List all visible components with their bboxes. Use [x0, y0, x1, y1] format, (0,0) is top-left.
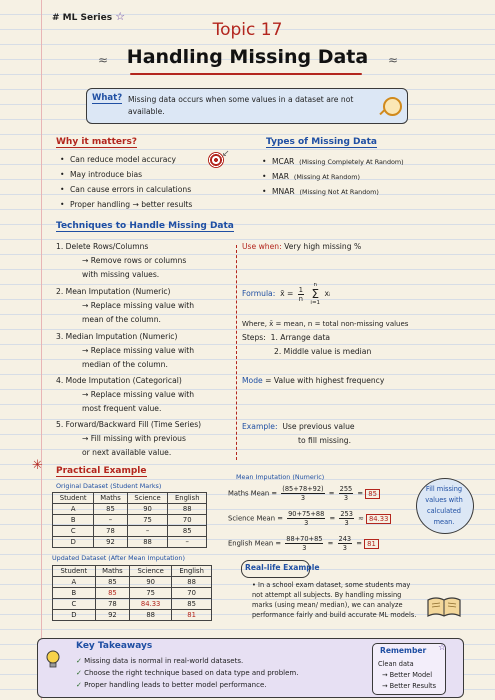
example-note — [242, 420, 462, 448]
check-icon: ✓ — [76, 669, 82, 677]
table-cell: 92 — [94, 537, 127, 548]
takeaway-text: Choose the right technique based on data type and problem. — [84, 669, 299, 677]
fraction-numerator: 90+75+88 — [288, 510, 325, 518]
column-header: English — [168, 493, 207, 504]
list-item — [262, 184, 462, 199]
list-item — [262, 169, 462, 184]
remember-list — [378, 659, 436, 692]
why-heading-text: Why it matters? — [56, 137, 138, 147]
technique-title: 4. Mode Imputation (Categorical) — [56, 376, 182, 385]
fraction-numerator: 88+70+85 — [286, 535, 323, 543]
mode-text: = Value with highest frequency — [265, 376, 385, 385]
page-title: Handling Missing Data — [126, 46, 369, 68]
table-cell: 75 — [127, 515, 168, 526]
formula-term: xᵢ — [324, 289, 331, 298]
fraction-numerator: 243 — [338, 535, 352, 543]
star-icon: ☆ — [438, 643, 447, 653]
table-row — [53, 504, 207, 515]
table-cell: 75 — [130, 588, 172, 599]
remember-item: → Better Results — [382, 682, 437, 690]
check-icon: ✓ — [76, 657, 82, 665]
technique-desc: or next available value. — [82, 448, 172, 457]
technique-item — [56, 285, 236, 327]
remember-item: → Better Model — [382, 671, 433, 679]
formula-fraction — [298, 286, 304, 303]
mean-label: Maths Mean = — [228, 489, 278, 498]
technique-desc: → Replace missing value with — [82, 390, 195, 399]
imputed-cell: 85 — [95, 588, 129, 599]
magnifier-icon — [383, 97, 402, 116]
list-item: • Can reduce model accuracy — [60, 152, 210, 167]
technique-desc: → Replace missing value with — [82, 301, 195, 310]
table-header-row — [53, 493, 207, 504]
technique-desc: mean of the column. — [82, 315, 161, 324]
techniques-heading — [56, 221, 234, 231]
technique-title: 3. Median Imputation (Numeric) — [56, 332, 178, 341]
mean-result: 81 — [364, 539, 379, 549]
topic-label: Topic 17 — [212, 20, 283, 40]
table-cell: 70 — [172, 588, 212, 599]
column-header: Student — [53, 493, 94, 504]
why-list — [60, 152, 210, 212]
fraction-numerator: (85+78+92) — [282, 485, 324, 493]
mean-calc-row: Science Mean = $\frac{90+75+88}{3}$ = $\frac{253}{3}$ ≈ 84.33 — [228, 510, 391, 527]
sigma-top: n — [313, 282, 317, 288]
example-text: to fill missing. — [298, 436, 352, 445]
star-icon: ☆ — [115, 10, 126, 23]
table-cell: C — [53, 599, 96, 610]
table-cell: 85 — [168, 526, 207, 537]
mean-result: 85 — [365, 489, 380, 499]
table-cell: D — [53, 610, 96, 621]
fraction-denominator: n — [298, 294, 303, 303]
types-list — [262, 154, 462, 199]
table-cell: 78 — [94, 526, 127, 537]
table-cell: – — [127, 526, 168, 537]
arrow-icon: ↙ — [222, 149, 230, 159]
table-cell: – — [168, 537, 207, 548]
table-cell: 92 — [95, 610, 129, 621]
table-cell: 88 — [168, 504, 207, 515]
sparkle-icon: ✳ — [32, 458, 43, 473]
fraction-denominator: 3 — [344, 519, 349, 527]
type-full: (Missing At Random) — [293, 173, 360, 181]
table-row — [53, 526, 207, 537]
table-cell: 85 — [172, 599, 212, 610]
formula-note — [242, 282, 462, 306]
list-item — [262, 154, 462, 169]
mean-result: 84.33 — [366, 514, 391, 524]
formula-lhs: x̄ = — [280, 289, 294, 298]
table-cell: A — [53, 577, 96, 588]
type-abbr: MCAR — [272, 157, 295, 166]
fraction-numerator: 255 — [339, 485, 353, 493]
title-underline — [130, 73, 362, 75]
type-full: (Missing Not At Random) — [299, 188, 379, 196]
mode-note — [242, 374, 462, 388]
column-header: English — [172, 566, 212, 577]
list-item — [76, 679, 366, 691]
technique-title: 5. Forward/Backward Fill (Time Series) — [56, 420, 202, 429]
updated-caption: Updated Dataset (After Mean Imputation) — [52, 554, 185, 562]
check-icon: ✓ — [76, 681, 82, 689]
real-life-text: • In a school exam dataset, some students may not attempt all subjects. By handling missing marks (using mean/ median), we can analyze performance fairly and build accurate ML models. — [252, 581, 417, 619]
series-text: # ML Series — [52, 13, 113, 23]
fraction-denominator: 3 — [302, 544, 307, 552]
column-header: Science — [130, 566, 172, 577]
table-row — [53, 515, 207, 526]
types-heading-text: Types of Missing Data — [266, 137, 377, 147]
technique-desc: most frequent value. — [82, 404, 162, 413]
imputed-cell: 81 — [172, 610, 212, 621]
technique-item — [56, 240, 236, 282]
mean-fraction — [338, 535, 353, 552]
table-cell: 88 — [172, 577, 212, 588]
squiggle-left-icon: ≈ — [98, 53, 109, 67]
table-cell: B — [53, 515, 94, 526]
remember-item: Clean data — [378, 660, 414, 668]
table-cell: 85 — [95, 577, 129, 588]
table-row — [53, 588, 212, 599]
sigma-symbol: n Σ i=1 — [310, 282, 321, 306]
list-item — [76, 655, 366, 667]
fraction-numerator: 1 — [298, 285, 303, 294]
table-cell: A — [53, 504, 94, 515]
list-item — [76, 667, 366, 679]
fraction-denominator: 3 — [343, 494, 349, 502]
takeaway-text: Proper handling leads to better model performance. — [84, 681, 267, 689]
example-label: Example: — [242, 422, 278, 431]
takeaways-heading: Key Takeaways — [76, 641, 153, 651]
remember-heading: Remember — [380, 646, 427, 655]
mean-fraction — [281, 485, 324, 502]
example-text: Use previous value — [282, 422, 355, 431]
what-label: What? — [92, 93, 123, 103]
table-row — [53, 610, 212, 621]
types-heading — [266, 137, 377, 147]
why-heading — [56, 137, 137, 147]
mean-calc-row: Maths Mean = $\frac{(85+78+92)}{3}$ = $\frac{255}{3}$ = 85 — [228, 485, 380, 502]
mean-fraction — [285, 535, 323, 552]
use-when-text: Very high missing % — [284, 242, 362, 251]
type-full: (Missing Completely At Random) — [299, 158, 404, 166]
column-header: Maths — [94, 493, 127, 504]
list-item: • May introduce bias — [60, 167, 210, 182]
table-cell: – — [94, 515, 127, 526]
step-item: 1. Arrange data — [270, 333, 331, 342]
imputed-cell: 84.33 — [130, 599, 172, 610]
technique-title: 2. Mean Imputation (Numeric) — [56, 287, 171, 296]
mean-fraction — [339, 485, 354, 502]
mean-label: Science Mean = — [228, 514, 283, 523]
definition-text: Missing data occurs when some values in a dataset are not available. — [128, 95, 354, 116]
techniques-heading-text: Techniques to Handle Missing Data — [56, 221, 234, 231]
type-abbr: MAR — [272, 172, 290, 181]
technique-desc: with missing values. — [82, 270, 160, 279]
real-life-heading: Real-life Example — [245, 563, 320, 572]
takeaways-list — [76, 655, 366, 691]
technique-item — [56, 418, 241, 460]
table-row — [53, 537, 207, 548]
use-when-label: Use when: — [242, 242, 282, 251]
technique-desc: → Replace missing value with — [82, 346, 195, 355]
book-icon — [426, 596, 462, 618]
original-table — [52, 492, 207, 548]
table-cell: 70 — [168, 515, 207, 526]
technique-desc: → Remove rows or columns — [82, 256, 187, 265]
table-cell: 90 — [127, 504, 168, 515]
table-header-row — [53, 566, 212, 577]
mean-fraction — [287, 510, 325, 527]
practical-heading-text: Practical Example — [56, 466, 147, 476]
fraction-denominator: 3 — [304, 519, 309, 527]
mean-calc-heading: Mean Imputation (Numeric) — [236, 473, 325, 481]
takeaway-text: Missing data is normal in real-world datasets. — [84, 657, 244, 665]
type-abbr: MNAR — [272, 187, 295, 196]
technique-desc: → Fill missing with previous — [82, 434, 186, 443]
column-header: Student — [53, 566, 96, 577]
squiggle-right-icon: ≈ — [388, 53, 399, 67]
mode-label: Mode — [242, 376, 263, 385]
fraction-numerator: 253 — [340, 510, 353, 518]
mean-label: English Mean = — [228, 539, 282, 548]
practical-heading — [56, 466, 147, 476]
table-cell: 88 — [130, 610, 172, 621]
real-life-body: In a school exam dataset, some students may not attempt all subjects. By handling missing marks (using mean/ median), we can analyze performance fairly and build accurate ML models. — [252, 581, 417, 619]
step-item: 2. Middle value is median — [274, 347, 372, 356]
mean-fraction — [339, 510, 354, 527]
lightbulb-icon — [45, 650, 61, 670]
technique-title: 1. Delete Rows/Columns — [56, 242, 149, 251]
table-cell: B — [53, 588, 96, 599]
fraction-denominator: 3 — [300, 494, 306, 502]
table-cell: C — [53, 526, 94, 537]
formula-label: Formula: — [242, 289, 276, 298]
steps-note — [242, 331, 462, 359]
column-header: Maths — [95, 566, 129, 577]
table-cell: D — [53, 537, 94, 548]
steps-label: Steps: — [242, 333, 266, 342]
callout-text: Fill missing values with calculated mean. — [425, 485, 463, 526]
list-item: • Can cause errors in calculations — [60, 182, 210, 197]
list-item: • Proper handling → better results — [60, 197, 210, 212]
column-header: Science — [127, 493, 168, 504]
table-cell: 90 — [130, 577, 172, 588]
updated-table — [52, 565, 212, 621]
table-cell: 85 — [94, 504, 127, 515]
where-note: Where, x̄ = mean, n = total non-missing values — [242, 320, 409, 328]
mean-calc-row: English Mean = $\frac{88+70+85}{3}$ = $\frac{243}{3}$ = 81 — [228, 535, 379, 552]
technique-desc: median of the column. — [82, 360, 168, 369]
use-when-note — [242, 240, 462, 254]
technique-item — [56, 374, 236, 416]
table-row — [53, 577, 212, 588]
sigma-bottom: i=1 — [310, 300, 321, 306]
table-cell: 78 — [95, 599, 129, 610]
table-cell: 88 — [127, 537, 168, 548]
table-row — [53, 599, 212, 610]
technique-item — [56, 330, 236, 372]
fraction-denominator: 3 — [342, 544, 347, 552]
original-caption: Original Dataset (Student Marks) — [56, 482, 162, 490]
